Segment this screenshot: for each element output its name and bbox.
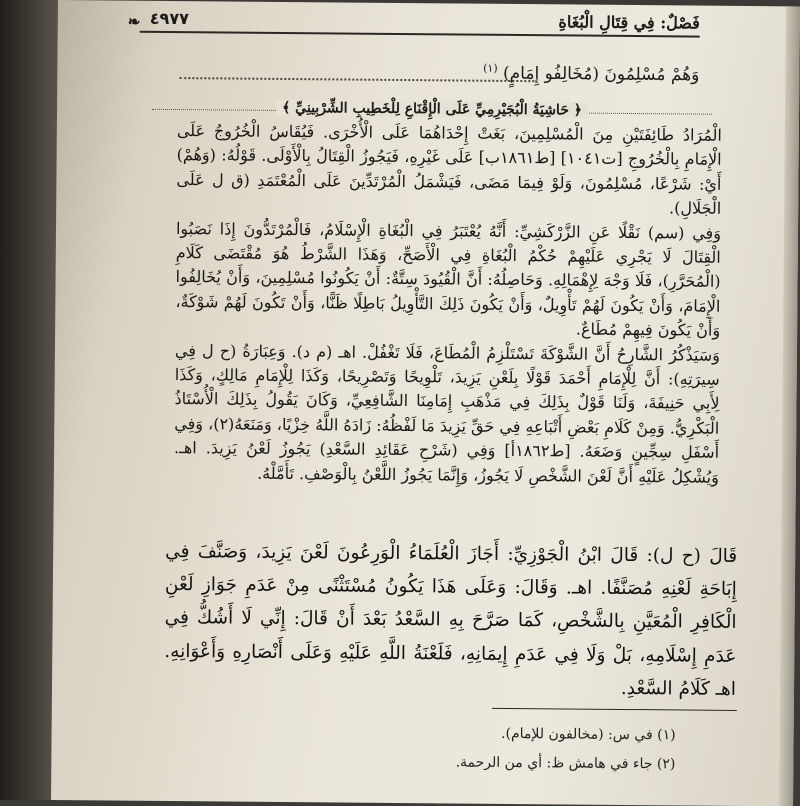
commentary-heading [152, 99, 712, 120]
footnotes [195, 717, 675, 779]
running-header [127, 8, 700, 38]
commentary-block [174, 119, 722, 490]
footnote-ref: (١) [483, 61, 498, 75]
footnote-1: (١) في س: (مخالفون للإمام). [501, 725, 676, 744]
commentary-paragraph: الْمُرَادُ طَائِفَتَيْنِ مِنَ الْمُسْلِمِينَ، بَغَتْ إِحْدَاهُمَا عَلَى الْأُخْرَى. فَيُقَاسُ الْخُرُوجُ عَلَى الْإِمَامِ بِالْخُرُوجِ [ت١٠٤١] [ط١٨٦١ب] عَلَى غَيْرِهِ، فَيَجُوزُ الْقِتَالُ بِالْأَوْلَى. قَوْلُهُ: (وَهُمْ) أَيْ: شَرْعًا، مُسْلِمُونَ، وَلَوْ فِيمَا مَضَى، فَيَشْمَلُ الْمُرْتَدِّينَ عَلَى الْمُعْتَمَدِ (ق ل عَلَى الْجَلَالِ). [176, 121, 722, 219]
footnote-rule [492, 708, 737, 711]
footnote-2: (٢) جاء في هامش ظ: أي من الرحمة. [455, 754, 676, 773]
commentary-heading-text: ﴿ حَاشِيَةُ الْبُجَيْرِمِيِّ عَلَى الْإِقْنَاعِ لِلْخَطِيبِ الشِّرْبِينِيِّ ﴾ [276, 100, 588, 119]
commentary-paragraph: وَفِي (سم) نَقْلًا عَنِ الزَّرْكَشِيِّ: أَنَّهُ يُعْتَبَرُ فِي الْبُغَاةِ الْإِسْلَامُ، فَالْمُرْتَدُّونَ إِذَا نَصَبُوا الْقِتَالَ لَا يَجْرِي عَلَيْهِمْ حُكْمُ الْبُغَاةِ فِي الْأَصَحِّ، وَهَذَا الشَّرْطُ هُوَ مُقْتَضَى كَلَامِ (الْمُحَرَّرِ)، فَلَا وَجْهَ لِإِهْمَالِهِ. وَحَاصِلُهُ: أَنَّ الْقُيُودَ سِتَّةٌ: أَنْ يَكُونُوا مُسْلِمِينَ، وَأَنْ يُخَالِفُوا الْإِمَامَ، وَأَنْ يَكُونَ لَهُمْ تَأْوِيلٌ، وَأَنْ يَكُونَ ذَلِكَ التَّأْوِيلُ بَاطِلًا ظَنًّا، وَأَنْ تَكُونَ لَهُمْ شَوْكَةٌ، وَأَنْ يَكُونَ فِيهِمْ مُطَاعٌ. [175, 218, 722, 341]
header-title: فَصْلٌ: فِي قِتَالِ الْبُغَاةِ [558, 12, 700, 33]
commentary-paragraph: وَسَيَذْكُرُ الشَّارِحُ أَنَّ الشَّوْكَةَ تَسْتَلْزِمُ الْمُطَاعَ، فَلَا تَغْفُلْ. اهـ (م د). وَعِبَارَةُ (ح ل فِي سِيرَتِهِ): أَنَّ لِلْإِمَامِ أَحْمَدَ قَوْلًا بِلَعْنِ يَزِيدَ، تَلْوِيحًا وَتَصْرِيحًا، وَكَذَا لِلْإِمَامِ مَالِكٍ، وَكَذَا لِأَبِي حَنِيفَةَ، وَلَنَا قَوْلٌ بِذَلِكَ فِي مَذْهَبِ إِمَامِنَا الشَّافِعِيِّ، وَكَانَ يَقُولُ بِذَلِكَ الْأُسْتَاذُ الْبَكْرِيُّ. وَمِنْ كَلَامِ بَعْضِ أَتْبَاعِهِ فِي حَقِّ يَزِيدَ مَا لَفْظُهُ: زَادَهُ اللَّهُ خِزْيًا، وَمَنَعَهُ(٢)، وَفِي أَسْفَلِ سِجِّينٍ وَضَعَهُ. [ط١٨٦٢أ] وَفِي (شَرْحِ عَقَائِدِ السَّعْدِ) يَجُوزُ لَعْنُ يَزِيدَ. اهـ. وَيُشْكِلُ عَلَيْهِ أَنَّ لَعْنَ الشَّخْصِ لَا يَجُوزُ، وَإِنَّمَا يَجُوزُ اللَّعْنُ بِالْوَصْفِ. تَأَمَّلْهُ. [174, 340, 721, 487]
page-edge [779, 6, 800, 806]
main-text-block [164, 535, 737, 706]
book-page [51, 0, 800, 806]
continued-text: وَهُمْ مُسْلِمُونَ (مُخَالِفُو إِمَامٍ) [502, 63, 700, 86]
page-number: ٤٩٧٧ [149, 8, 189, 29]
main-text-paragraph: قَالَ (ح ل): قَالَ ابْنُ الْجَوْزِيِّ: أَجَازَ الْعُلَمَاءُ الْوَرِعُونَ لَعْنَ يَزِيدَ، وَصَنَّفَ فِي إِبَاحَةِ لَعْنِهِ مُصَنَّفًا. اهـ. وَقَالَ: وَعَلَى هَذَا يَكُونُ مُسْتَثْنًى مِنْ عَدَمِ جَوَازِ لَعْنِ الْكَافِرِ الْمُعَيَّنِ بِالشَّخْصِ، كَمَا صَرَّحَ بِهِ السَّعْدُ بَعْدَ أَنْ قَالَ: إِنِّي لَا أَشُكُّ فِي عَدَمِ إِسْلَامِهِ، بَلْ وَلَا فِي عَدَمِ إِيمَانِهِ، فَلَعْنَةُ اللَّهِ عَلَيْهِ وَعَلَى أَنْصَارِهِ وَأَعْوَانِهِ. اهـ كَلَامُ السَّعْدِ. [164, 540, 738, 700]
dotted-separator [179, 77, 534, 82]
header-ornament-icon: ❧ [127, 12, 141, 31]
continued-main-text [179, 59, 699, 85]
